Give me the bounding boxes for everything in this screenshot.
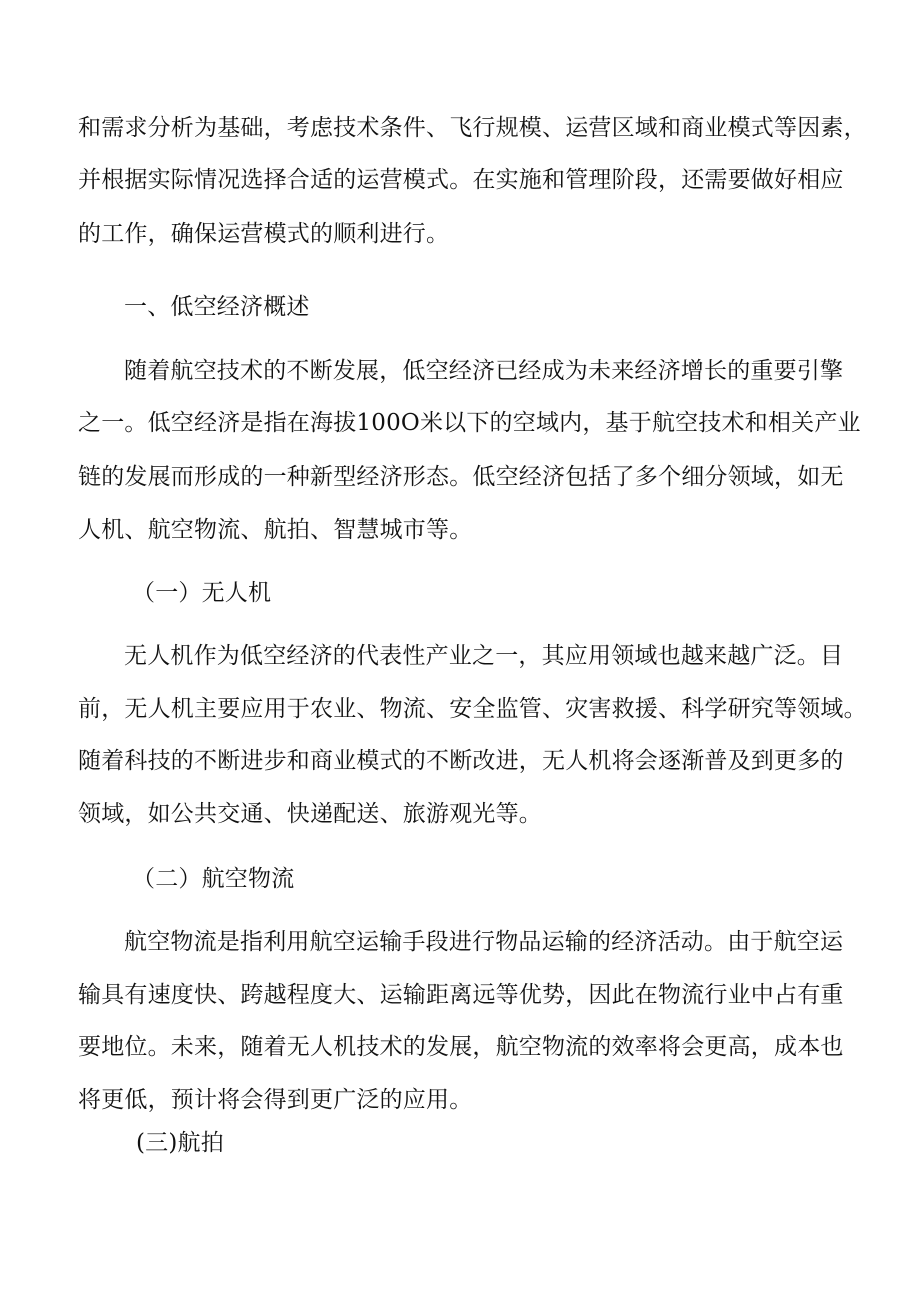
- subsection-heading: (三)航拍: [136, 1130, 224, 1156]
- section-heading: 一、低空经济概述: [124, 294, 310, 320]
- paragraph-line: 和需求分析为基础，考虑技术条件、飞行规模、运营区域和商业模式等因素，: [78, 115, 867, 141]
- paragraph-line: 随着航空技术的不断发展，低空经济已经成为未来经济增长的重要引擎: [124, 358, 844, 384]
- paragraph-line: 链的发展而形成的一种新型经济形态。低空经济包括了多个细分领域，如无: [78, 464, 844, 490]
- paragraph-line: 前，无人机主要应用于农业、物流、安全监管、灾害救援、科学研究等领域。: [78, 696, 867, 722]
- paragraph-line: 将更低，预计将会得到更广泛的应用。: [78, 1087, 473, 1113]
- paragraph-line: 无人机作为低空经济的代表性产业之一，其应用领域也越来越广泛。目: [124, 643, 844, 669]
- paragraph-line: 的工作，确保运营模式的顺利进行。: [78, 221, 450, 247]
- paragraph-line: 随着科技的不断进步和商业模式的不断改进，无人机将会逐渐普及到更多的: [78, 748, 844, 774]
- paragraph-line: 之一。低空经济是指在海拔100O米以下的空域内，基于航空技术和相关产业: [78, 410, 861, 436]
- subsection-heading: （二）航空物流: [132, 866, 295, 892]
- paragraph-line: 航空物流是指利用航空运输手段进行物品运输的经济活动。由于航空运: [124, 929, 844, 955]
- paragraph-line: 要地位。未来，随着无人机技术的发展，航空物流的效率将会更高，成本也: [78, 1034, 844, 1060]
- paragraph-line: 领域，如公共交通、快递配送、旅游观光等。: [78, 801, 542, 827]
- paragraph-line: 并根据实际情况选择合适的运营模式。在实施和管理阶段，还需要做好相应: [78, 167, 844, 193]
- paragraph-line: 人机、航空物流、航拍、智慧城市等。: [78, 517, 473, 543]
- paragraph-line: 输具有速度快、跨越程度大、运输距离远等优势，因此在物流行业中占有重: [78, 982, 844, 1008]
- subsection-heading: （一）无人机: [132, 580, 272, 606]
